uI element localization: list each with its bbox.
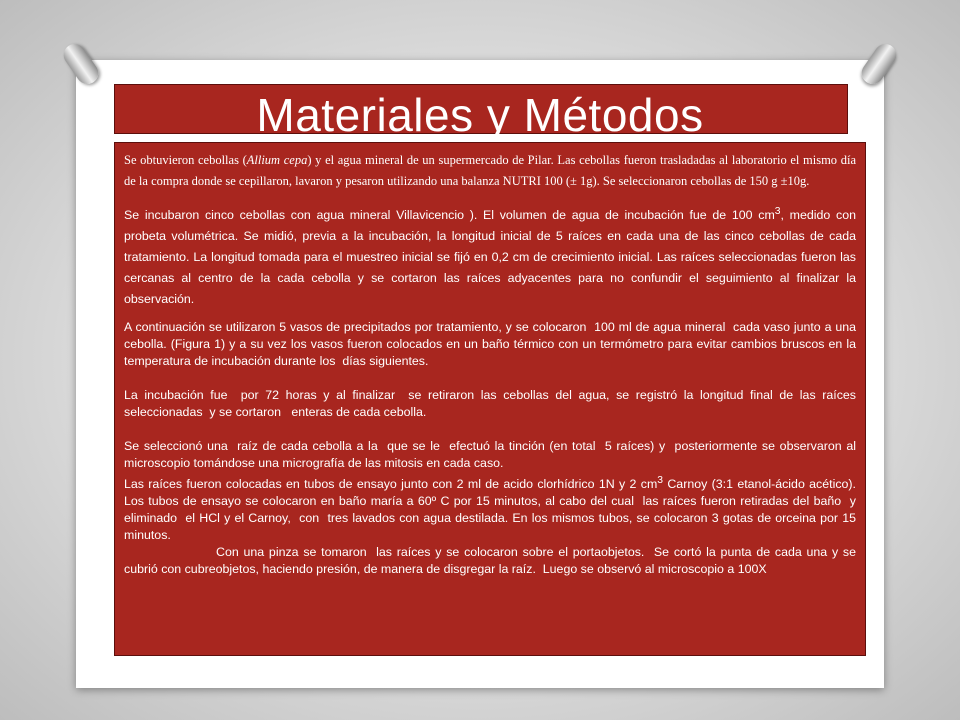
- paragraph-materials: [124, 150, 856, 192]
- text-run: Se obtuvieron cebollas (: [124, 153, 247, 167]
- text-run: Se incubaron cinco cebollas con agua mineral Villavicencio ). El volumen de agua de incubación fue de 100 cm: [124, 208, 775, 223]
- text-run: , medido con probeta volumétrica. Se midió, previa a la incubación, la longitud inicial de 5 raíces en cada una de las cinco cebollas de cada tratamiento. La longitud tomada para el muestreo inicial se fijó en 0,2 cm de crecimiento inicial. Las raíces seleccionadas fueron las cercanas al centro de la cada cebolla y se cortaron las raíces adyacentes para no confundir el seguimiento al finalizar la observación.: [124, 208, 856, 307]
- text-run: Con una pinza se tomaron las raíces y se colocaron sobre el portaobjetos. Se cortó la punta de cada una y se cubrió con cubreobjetos, haciendo presión, de manera de disgregar la raíz. Luego se observó al microscopio a 100X: [124, 545, 860, 577]
- slide-title: Materiales y Métodos: [256, 89, 704, 141]
- species-name: Allium cepa: [246, 153, 308, 167]
- text-run: Carnoy (3:1 etanol-ácido acético). Los tubos de ensayo se colocaron en baño maría a 60º C por 15 minutos, al cabo del cual las raíces fueron retiradas del baño y eliminado el HCl y el Carnoy, con tres lavados con agua destilada. En los mismos tubos, se colocaron 3 gotas de orceina por 15 minutos.: [124, 477, 856, 543]
- content-text: [124, 150, 860, 578]
- superscript: 3: [774, 206, 781, 217]
- text-run: ) y el agua mineral de un supermercado de Pilar. Las cebollas fueron trasladadas al laboratorio el mismo día de la compra donde se cepillaron, lavaron y pesaron utilizando una balanza NUTRI 100 (± 1g). Se seleccionaron cebollas de 150 g ±10g.: [124, 153, 856, 188]
- superscript: 3: [657, 475, 664, 487]
- text-run: A continuación se utilizaron 5 vasos de precipitados por tratamiento, y se colocaron 100 ml de agua mineral cada vaso junto a una cebolla. (Figura 1) y a su vez los vasos fueron colocados en un baño térmico con un termómetro para evitar cambios bruscos en la temperatura de incubación durante los días siguientes. La incubación fue por 72 horas y al finalizar se retiraron las cebollas del agua, se registró la longitud final de las raíces seleccionadas y se cortaron enteras de cada cebolla. Se seleccionó una raíz de cada cebolla a la que se le efectuó la tinción (en total 5 raíces) y posteriormente se observaron al microscopio tomándose una micrografía de las mitosis en cada caso. Las raíces fueron colocadas en tubos de ensayo junto con 2 ml de acido clorhídrico 1N y 2 cm: [124, 320, 856, 492]
- paragraph-methods: [124, 319, 860, 578]
- paragraph-incubation: [124, 201, 856, 310]
